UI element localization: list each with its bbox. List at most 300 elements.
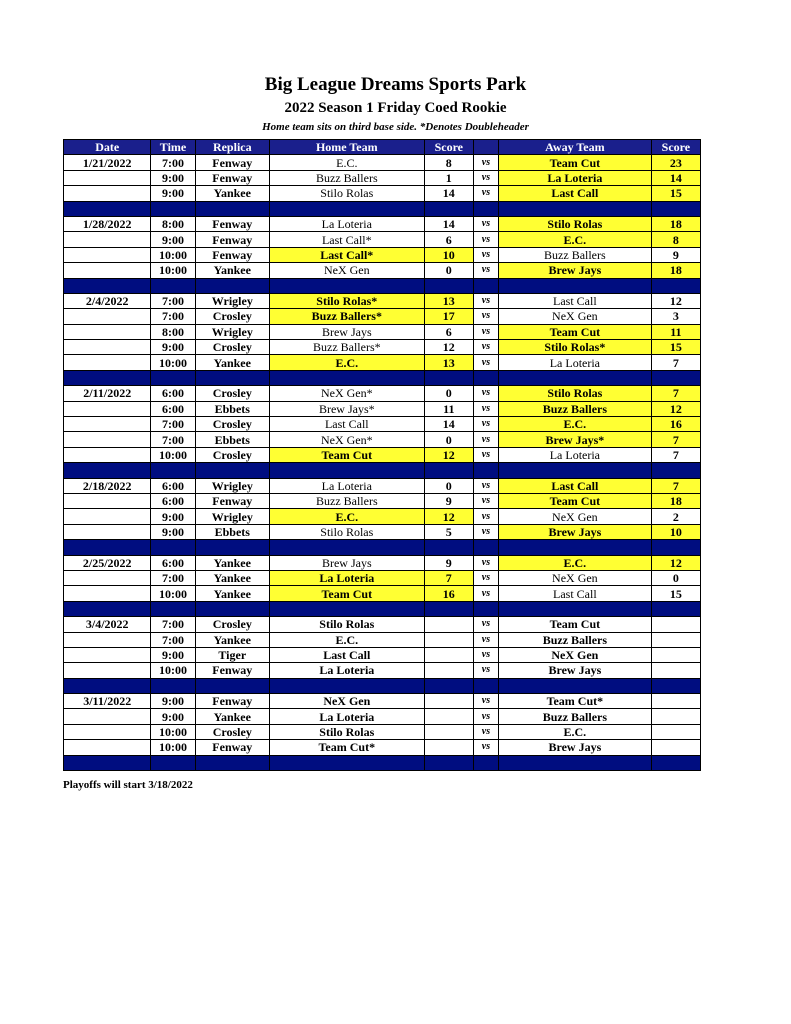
separator-cell	[473, 370, 498, 385]
schedule-note: Home team sits on third base side. *Denotes Doubleheader	[262, 121, 529, 133]
time-cell: 10:00	[151, 740, 195, 755]
separator-cell	[64, 678, 151, 693]
replica-field-cell: Tiger	[195, 647, 269, 662]
separator-cell	[651, 201, 700, 216]
col-header-home-score: Score	[424, 140, 473, 155]
replica-field-cell: Crosley	[195, 386, 269, 401]
vs-cell: vs	[473, 632, 498, 647]
date-cell: 2/25/2022	[64, 555, 151, 570]
time-cell: 9:00	[151, 647, 195, 662]
away-team-cell: Brew Jays	[499, 524, 652, 539]
separator-cell	[151, 463, 195, 478]
col-header-replica: Replica	[195, 140, 269, 155]
page-subtitle: 2022 Season 1 Friday Coed Rookie	[284, 100, 507, 116]
away-score-cell	[651, 632, 700, 647]
schedule-table	[63, 139, 701, 771]
separator-cell	[473, 540, 498, 555]
separator-cell	[651, 601, 700, 616]
vs-cell: vs	[473, 401, 498, 416]
replica-field-cell: Fenway	[195, 493, 269, 508]
home-score-cell: 12	[424, 509, 473, 524]
replica-field-cell: Fenway	[195, 216, 269, 231]
table-row	[64, 186, 701, 201]
date-cell: 2/4/2022	[64, 293, 151, 308]
separator-cell	[499, 755, 652, 770]
home-team-cell: Team Cut	[269, 447, 424, 462]
separator-cell	[424, 755, 473, 770]
separator-cell	[424, 370, 473, 385]
date-cell	[64, 509, 151, 524]
away-team-cell: Stilo Rolas	[499, 386, 652, 401]
separator-cell	[195, 201, 269, 216]
home-team-cell: E.C.	[269, 509, 424, 524]
time-cell: 8:00	[151, 324, 195, 339]
away-team-cell: Brew Jays	[499, 740, 652, 755]
home-score-cell: 0	[424, 478, 473, 493]
home-team-cell: Stilo Rolas	[269, 617, 424, 632]
date-cell: 3/4/2022	[64, 617, 151, 632]
date-cell	[64, 663, 151, 678]
home-score-cell	[424, 617, 473, 632]
separator-cell	[473, 601, 498, 616]
home-team-cell: La Loteria	[269, 709, 424, 724]
separator-cell	[269, 463, 424, 478]
vs-cell: vs	[473, 647, 498, 662]
away-score-cell: 16	[651, 417, 700, 432]
time-cell: 6:00	[151, 478, 195, 493]
separator-cell	[64, 463, 151, 478]
away-score-cell: 10	[651, 524, 700, 539]
separator-cell	[499, 463, 652, 478]
replica-field-cell: Crosley	[195, 309, 269, 324]
vs-cell: vs	[473, 740, 498, 755]
separator-cell	[151, 370, 195, 385]
away-score-cell: 18	[651, 493, 700, 508]
away-team-cell: E.C.	[499, 232, 652, 247]
separator-cell	[499, 370, 652, 385]
away-score-cell: 9	[651, 247, 700, 262]
away-team-cell: Last Call	[499, 293, 652, 308]
home-score-cell: 14	[424, 186, 473, 201]
time-cell: 7:00	[151, 309, 195, 324]
table-row	[64, 617, 701, 632]
table-row	[64, 478, 701, 493]
date-cell	[64, 340, 151, 355]
home-team-cell: Stilo Rolas	[269, 524, 424, 539]
home-team-cell: Brew Jays	[269, 555, 424, 570]
home-team-cell: Buzz Ballers*	[269, 309, 424, 324]
home-score-cell: 0	[424, 263, 473, 278]
time-cell: 9:00	[151, 186, 195, 201]
table-row	[64, 155, 701, 170]
away-score-cell: 15	[651, 586, 700, 601]
vs-cell: vs	[473, 232, 498, 247]
separator-cell	[651, 463, 700, 478]
away-team-cell: Buzz Ballers	[499, 247, 652, 262]
date-cell	[64, 447, 151, 462]
separator-cell	[473, 678, 498, 693]
away-score-cell: 7	[651, 447, 700, 462]
replica-field-cell: Crosley	[195, 417, 269, 432]
replica-field-cell: Wrigley	[195, 478, 269, 493]
separator-cell	[499, 201, 652, 216]
separator-cell	[195, 678, 269, 693]
separator-cell	[473, 463, 498, 478]
vs-cell: vs	[473, 170, 498, 185]
away-team-cell: E.C.	[499, 417, 652, 432]
date-cell	[64, 309, 151, 324]
vs-cell: vs	[473, 155, 498, 170]
home-team-cell: Stilo Rolas*	[269, 293, 424, 308]
replica-field-cell: Yankee	[195, 186, 269, 201]
week-separator-row	[64, 463, 701, 478]
away-score-cell: 12	[651, 293, 700, 308]
date-cell	[64, 263, 151, 278]
away-score-cell: 12	[651, 401, 700, 416]
table-row	[64, 493, 701, 508]
away-team-cell: Team Cut	[499, 493, 652, 508]
vs-cell: vs	[473, 694, 498, 709]
away-team-cell: Team Cut	[499, 155, 652, 170]
date-cell	[64, 647, 151, 662]
table-row	[64, 417, 701, 432]
vs-cell: vs	[473, 709, 498, 724]
separator-cell	[151, 678, 195, 693]
vs-cell: vs	[473, 417, 498, 432]
separator-cell	[195, 540, 269, 555]
date-cell	[64, 432, 151, 447]
separator-cell	[195, 278, 269, 293]
home-team-cell: Buzz Ballers	[269, 170, 424, 185]
home-score-cell: 10	[424, 247, 473, 262]
time-cell: 7:00	[151, 632, 195, 647]
home-score-cell: 9	[424, 555, 473, 570]
separator-cell	[64, 278, 151, 293]
separator-cell	[64, 370, 151, 385]
away-team-cell: Team Cut	[499, 617, 652, 632]
replica-field-cell: Yankee	[195, 709, 269, 724]
home-score-cell: 11	[424, 401, 473, 416]
home-team-cell: Stilo Rolas	[269, 724, 424, 739]
time-cell: 10:00	[151, 663, 195, 678]
away-team-cell: Last Call	[499, 586, 652, 601]
home-team-cell: La Loteria	[269, 216, 424, 231]
away-team-cell: Team Cut	[499, 324, 652, 339]
table-row	[64, 355, 701, 370]
date-cell: 3/11/2022	[64, 694, 151, 709]
vs-cell: vs	[473, 263, 498, 278]
replica-field-cell: Wrigley	[195, 324, 269, 339]
away-team-cell: Last Call	[499, 478, 652, 493]
home-team-cell: La Loteria	[269, 478, 424, 493]
vs-cell: vs	[473, 386, 498, 401]
separator-cell	[499, 601, 652, 616]
replica-field-cell: Yankee	[195, 355, 269, 370]
vs-cell: vs	[473, 663, 498, 678]
week-separator-row	[64, 278, 701, 293]
away-score-cell	[651, 740, 700, 755]
replica-field-cell: Fenway	[195, 155, 269, 170]
time-cell: 7:00	[151, 417, 195, 432]
vs-cell: vs	[473, 555, 498, 570]
time-cell: 10:00	[151, 724, 195, 739]
away-team-cell: Last Call	[499, 186, 652, 201]
separator-cell	[195, 601, 269, 616]
away-score-cell	[651, 694, 700, 709]
separator-cell	[473, 278, 498, 293]
home-team-cell: La Loteria	[269, 663, 424, 678]
schedule-body	[64, 155, 701, 771]
vs-cell: vs	[473, 478, 498, 493]
date-cell	[64, 524, 151, 539]
replica-field-cell: Ebbets	[195, 432, 269, 447]
away-score-cell: 7	[651, 355, 700, 370]
table-row	[64, 263, 701, 278]
time-cell: 9:00	[151, 709, 195, 724]
time-cell: 10:00	[151, 447, 195, 462]
vs-cell: vs	[473, 355, 498, 370]
separator-cell	[424, 540, 473, 555]
separator-cell	[651, 278, 700, 293]
replica-field-cell: Ebbets	[195, 524, 269, 539]
week-separator-row	[64, 201, 701, 216]
table-row	[64, 447, 701, 462]
home-score-cell	[424, 632, 473, 647]
home-score-cell: 0	[424, 386, 473, 401]
home-score-cell	[424, 709, 473, 724]
vs-cell: vs	[473, 724, 498, 739]
replica-field-cell: Ebbets	[195, 401, 269, 416]
table-row	[64, 555, 701, 570]
away-score-cell: 8	[651, 232, 700, 247]
separator-cell	[424, 463, 473, 478]
home-score-cell: 1	[424, 170, 473, 185]
table-row	[64, 647, 701, 662]
date-cell	[64, 401, 151, 416]
separator-cell	[151, 601, 195, 616]
table-row	[64, 340, 701, 355]
replica-field-cell: Crosley	[195, 617, 269, 632]
table-row	[64, 663, 701, 678]
away-score-cell: 15	[651, 340, 700, 355]
table-row	[64, 293, 701, 308]
home-score-cell: 13	[424, 293, 473, 308]
separator-cell	[651, 370, 700, 385]
separator-cell	[64, 601, 151, 616]
date-cell: 2/11/2022	[64, 386, 151, 401]
away-score-cell	[651, 724, 700, 739]
separator-cell	[424, 278, 473, 293]
away-score-cell	[651, 709, 700, 724]
col-header-date: Date	[64, 140, 151, 155]
home-team-cell: E.C.	[269, 632, 424, 647]
home-team-cell: Last Call	[269, 417, 424, 432]
home-team-cell: Buzz Ballers*	[269, 340, 424, 355]
home-score-cell	[424, 694, 473, 709]
away-score-cell	[651, 663, 700, 678]
date-cell	[64, 186, 151, 201]
col-header-away-team: Away Team	[499, 140, 652, 155]
away-team-cell: E.C.	[499, 555, 652, 570]
separator-cell	[151, 755, 195, 770]
separator-cell	[151, 201, 195, 216]
away-score-cell	[651, 647, 700, 662]
away-score-cell: 2	[651, 509, 700, 524]
home-team-cell: La Loteria	[269, 570, 424, 585]
date-cell	[64, 355, 151, 370]
home-score-cell	[424, 740, 473, 755]
table-row	[64, 232, 701, 247]
away-score-cell	[651, 617, 700, 632]
time-cell: 6:00	[151, 386, 195, 401]
time-cell: 7:00	[151, 617, 195, 632]
home-score-cell: 14	[424, 216, 473, 231]
separator-cell	[269, 755, 424, 770]
date-cell	[64, 740, 151, 755]
away-team-cell: Stilo Rolas	[499, 216, 652, 231]
away-score-cell: 7	[651, 478, 700, 493]
week-separator-row	[64, 755, 701, 770]
separator-cell	[424, 678, 473, 693]
date-cell	[64, 417, 151, 432]
away-team-cell: Brew Jays	[499, 263, 652, 278]
table-row	[64, 509, 701, 524]
separator-cell	[651, 755, 700, 770]
home-team-cell: NeX Gen*	[269, 432, 424, 447]
vs-cell: vs	[473, 493, 498, 508]
separator-cell	[499, 540, 652, 555]
away-team-cell: La Loteria	[499, 447, 652, 462]
away-team-cell: Brew Jays*	[499, 432, 652, 447]
table-row	[64, 432, 701, 447]
table-row	[64, 632, 701, 647]
separator-cell	[151, 540, 195, 555]
table-row	[64, 724, 701, 739]
replica-field-cell: Yankee	[195, 586, 269, 601]
vs-cell: vs	[473, 340, 498, 355]
time-cell: 9:00	[151, 170, 195, 185]
replica-field-cell: Crosley	[195, 724, 269, 739]
vs-cell: vs	[473, 432, 498, 447]
away-score-cell: 7	[651, 386, 700, 401]
separator-cell	[269, 601, 424, 616]
away-score-cell: 11	[651, 324, 700, 339]
table-row	[64, 570, 701, 585]
separator-cell	[64, 201, 151, 216]
table-row	[64, 586, 701, 601]
col-header-away-score: Score	[651, 140, 700, 155]
time-cell: 10:00	[151, 263, 195, 278]
home-team-cell: NeX Gen*	[269, 386, 424, 401]
table-row	[64, 247, 701, 262]
table-row	[64, 216, 701, 231]
date-cell	[64, 586, 151, 601]
separator-cell	[64, 540, 151, 555]
time-cell: 9:00	[151, 694, 195, 709]
time-cell: 10:00	[151, 247, 195, 262]
vs-cell: vs	[473, 617, 498, 632]
vs-cell: vs	[473, 447, 498, 462]
vs-cell: vs	[473, 524, 498, 539]
date-cell	[64, 232, 151, 247]
separator-cell	[269, 370, 424, 385]
separator-cell	[424, 601, 473, 616]
home-score-cell: 14	[424, 417, 473, 432]
time-cell: 7:00	[151, 155, 195, 170]
vs-cell: vs	[473, 186, 498, 201]
away-score-cell: 12	[651, 555, 700, 570]
home-team-cell: Last Call*	[269, 232, 424, 247]
away-team-cell: NeX Gen	[499, 509, 652, 524]
separator-cell	[151, 278, 195, 293]
time-cell: 6:00	[151, 401, 195, 416]
table-row	[64, 694, 701, 709]
table-row	[64, 170, 701, 185]
replica-field-cell: Fenway	[195, 694, 269, 709]
vs-cell: vs	[473, 586, 498, 601]
week-separator-row	[64, 601, 701, 616]
date-cell: 1/21/2022	[64, 155, 151, 170]
time-cell: 8:00	[151, 216, 195, 231]
home-team-cell: NeX Gen	[269, 263, 424, 278]
home-score-cell: 13	[424, 355, 473, 370]
separator-cell	[651, 678, 700, 693]
home-score-cell: 9	[424, 493, 473, 508]
home-team-cell: E.C.	[269, 355, 424, 370]
away-team-cell: NeX Gen	[499, 570, 652, 585]
home-score-cell: 16	[424, 586, 473, 601]
away-team-cell: Brew Jays	[499, 663, 652, 678]
away-score-cell: 18	[651, 263, 700, 278]
time-cell: 10:00	[151, 355, 195, 370]
table-row	[64, 740, 701, 755]
vs-cell: vs	[473, 509, 498, 524]
away-team-cell: E.C.	[499, 724, 652, 739]
away-team-cell: Stilo Rolas*	[499, 340, 652, 355]
home-team-cell: NeX Gen	[269, 694, 424, 709]
date-cell: 1/28/2022	[64, 216, 151, 231]
away-score-cell: 7	[651, 432, 700, 447]
replica-field-cell: Crosley	[195, 340, 269, 355]
away-team-cell: Team Cut*	[499, 694, 652, 709]
date-cell	[64, 247, 151, 262]
home-score-cell	[424, 647, 473, 662]
home-score-cell	[424, 663, 473, 678]
home-team-cell: Team Cut*	[269, 740, 424, 755]
home-team-cell: Last Call	[269, 647, 424, 662]
table-row	[64, 309, 701, 324]
week-separator-row	[64, 540, 701, 555]
home-score-cell: 17	[424, 309, 473, 324]
time-cell: 9:00	[151, 340, 195, 355]
replica-field-cell: Wrigley	[195, 509, 269, 524]
home-team-cell: Buzz Ballers	[269, 493, 424, 508]
home-score-cell	[424, 724, 473, 739]
replica-field-cell: Fenway	[195, 663, 269, 678]
away-score-cell: 18	[651, 216, 700, 231]
time-cell: 6:00	[151, 493, 195, 508]
table-row	[64, 524, 701, 539]
away-team-cell: Buzz Ballers	[499, 632, 652, 647]
col-header-time: Time	[151, 140, 195, 155]
table-header-row	[64, 140, 701, 155]
separator-cell	[195, 370, 269, 385]
date-cell	[64, 324, 151, 339]
separator-cell	[269, 201, 424, 216]
date-cell	[64, 709, 151, 724]
replica-field-cell: Yankee	[195, 632, 269, 647]
table-row	[64, 401, 701, 416]
